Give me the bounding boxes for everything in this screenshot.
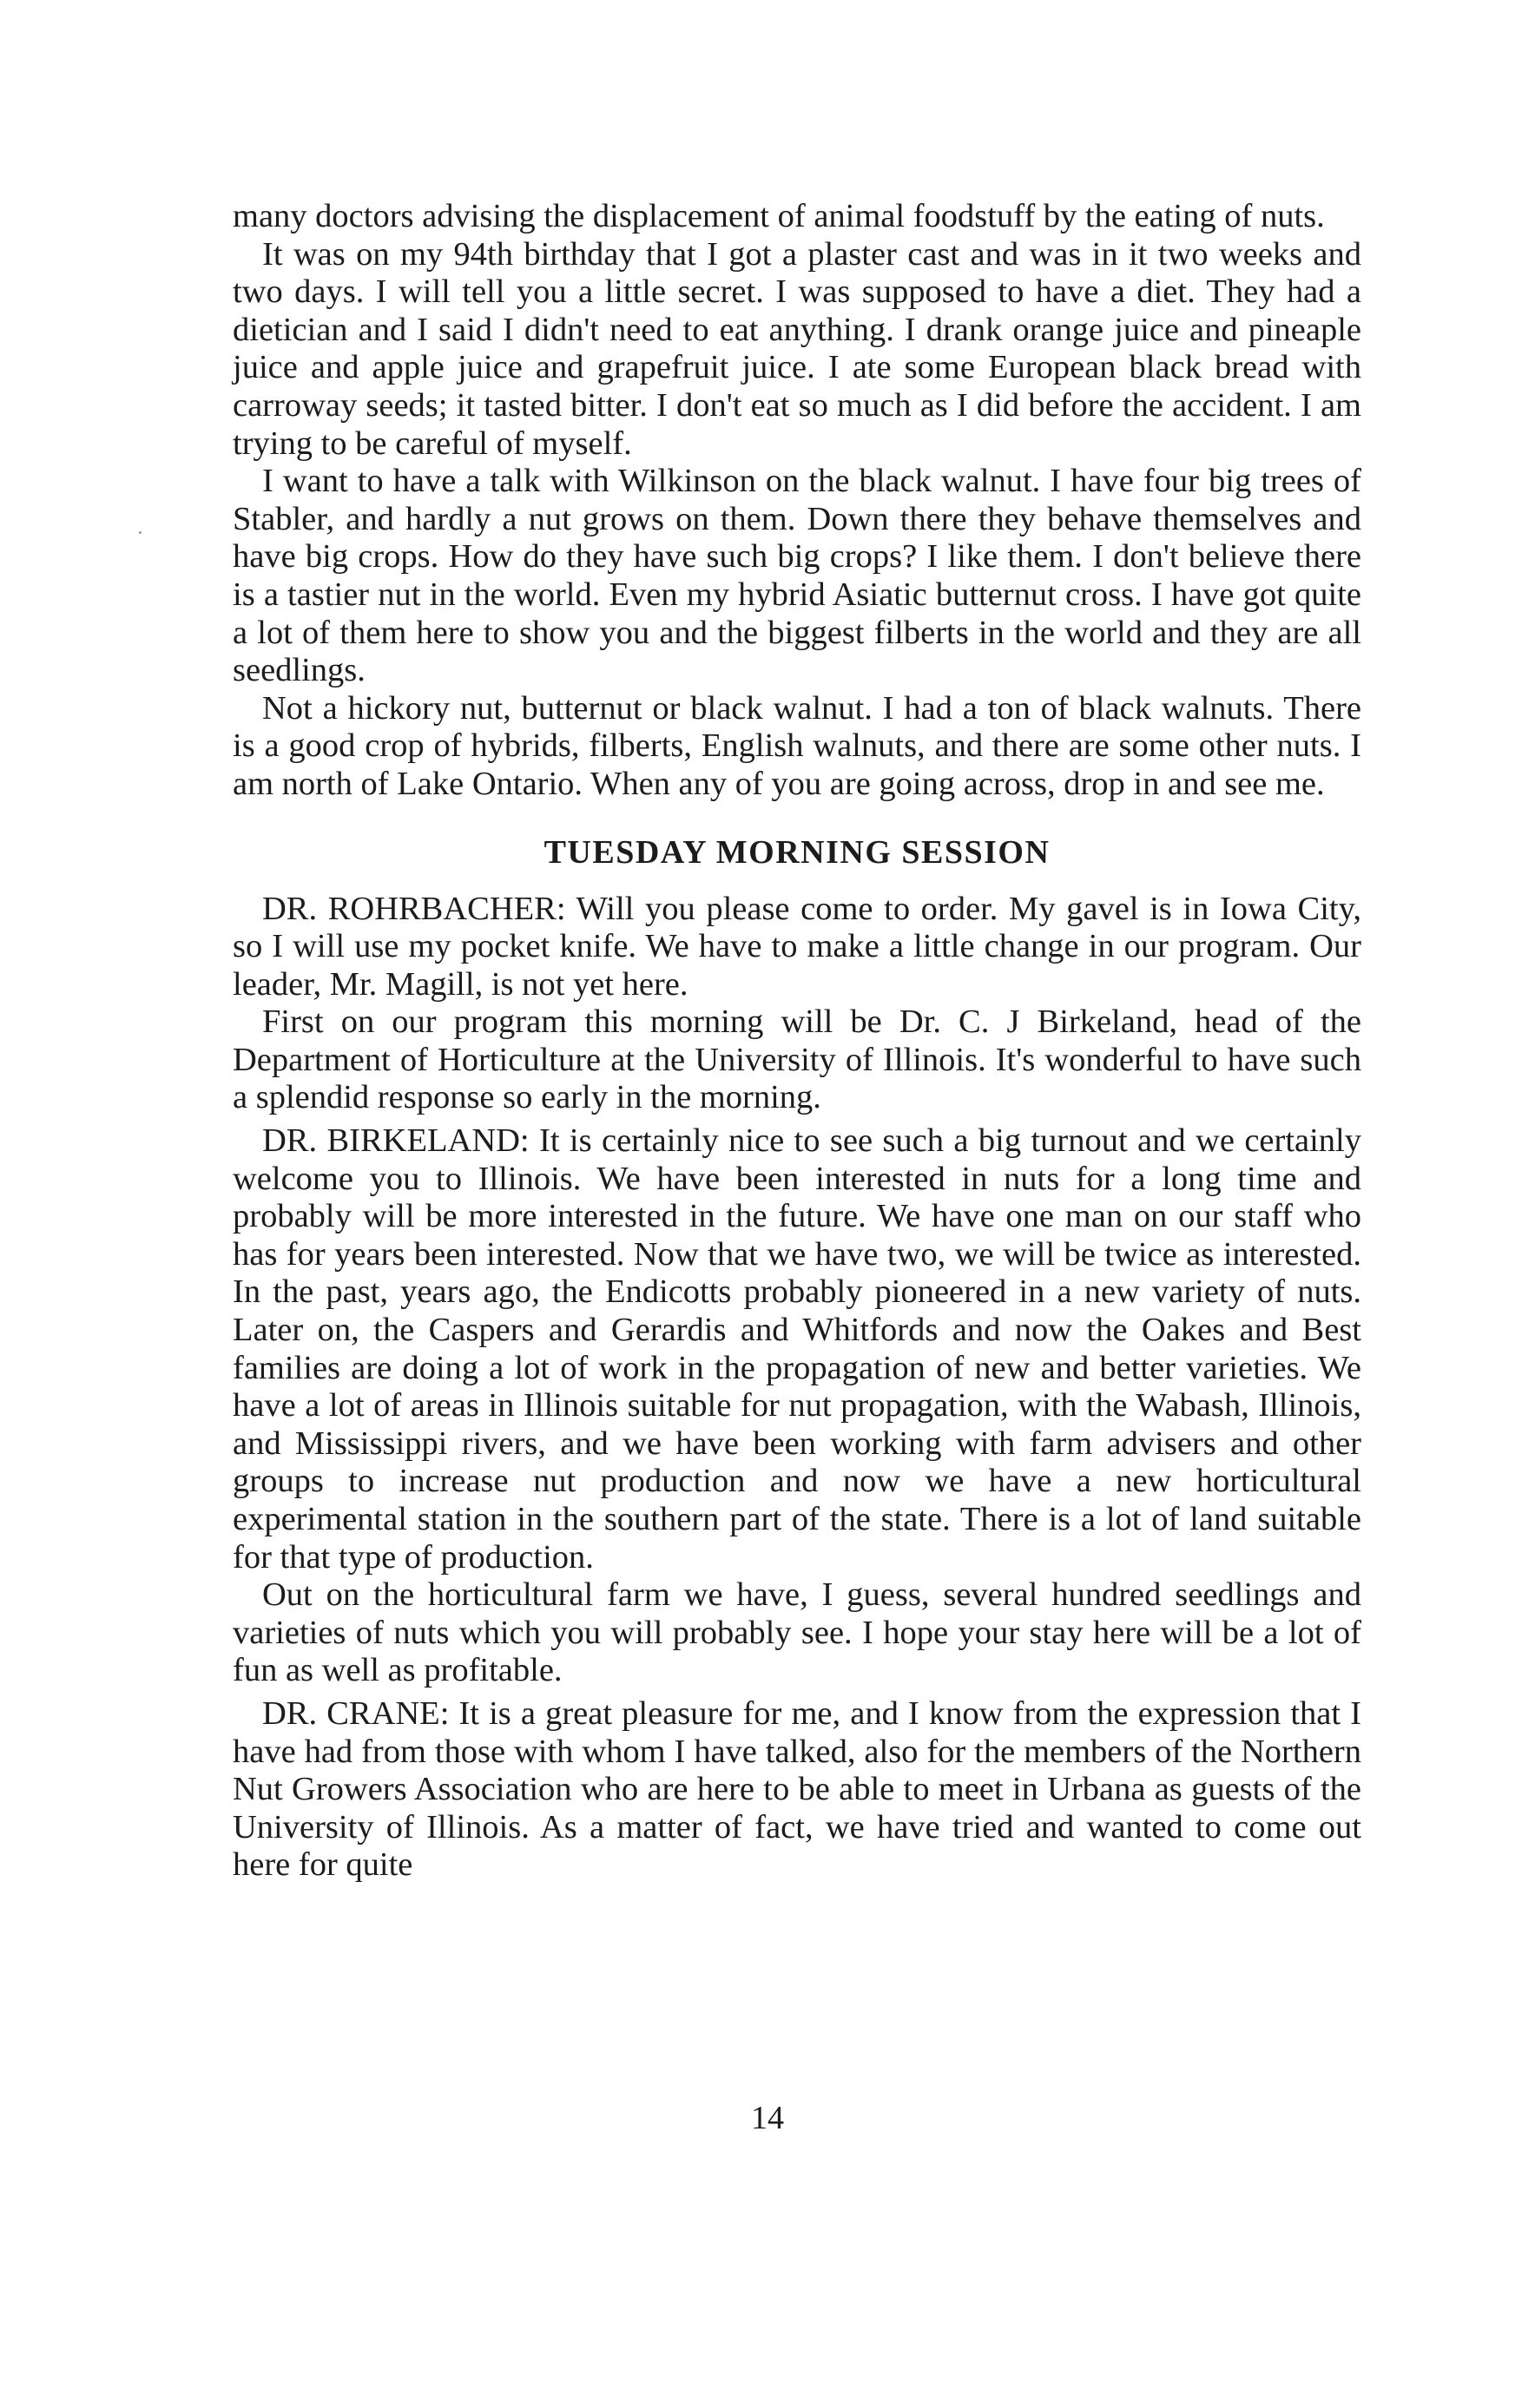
paragraph-continuation: many doctors advising the displacement of animal foodstuff by the eating of nuts. [233,198,1325,234]
scan-speck [139,531,142,534]
paragraph-crane: DR. CRANE: It is a great pleasure for me, and I know from the expression that I have had from those with whom I have talked, also for the members of the Northern Nut Growers Association who are here to be able to meet in Urbana as guests of the University of Illinois. As a matter of fact, we have tried and wanted to come out here for quite [233,1694,1361,1884]
paragraph-horticultural-farm: Out on the horticultural farm we have, I guess, several hundred seedlings and varieties of nuts which you will probably see. I hope your stay here will be a lot of fun as well as profitable. [233,1576,1361,1689]
paragraph-nut-crop: Not a hickory nut, butternut or black walnut. I had a ton of black walnuts. There is a good crop of hybrids, filberts, English walnuts, and there are some other nuts. I am north of Lake Ontario. When any of you are going across, drop in and see me. [233,689,1361,802]
text-column [233,198,1361,1885]
paragraph-program-intro: First on our program this morning will be Dr. C. J Birkeland, head of the Department of Horticulture at the University of Illinois. It's wonderful to have such a splendid response so early in the morning. [233,1003,1361,1116]
section-heading: TUESDAY MORNING SESSION [544,833,1051,871]
paragraph-black-walnut: I want to have a talk with Wilkinson on the black walnut. I have four big trees of Stabler, and hardly a nut grows on them. Down there they behave themselves and have big crops. How do they have such big crops? I like them. I don't believe there is a tastier nut in the world. Even my hybrid Asiatic butternut cross. I have got quite a lot of them here to show you and the biggest filberts in the world and they are all seedlings. [233,463,1361,689]
paragraph-birkeland: DR. BIRKELAND: It is certainly nice to see such a big turnout and we certainly welcome you to Illinois. We have been interested in nuts for a long time and probably will be more interested in the future. We have one man on our staff who has for years been interested. Now that we have two, we will be twice as interested. In the past, years ago, the Endicotts probably pioneered in a new variety of nuts. Later on, the Caspers and Gerardis and Whitfords and now the Oakes and Best families are doing a lot of work in the propagation of new and better varieties. We have a lot of areas in Illinois suitable for nut propagation, with the Wabash, Illinois, and Mississippi rivers, and we have been working with farm advisers and other groups to increase nut production and now we have a new horticultural experimental station in the southern part of the state. There is a lot of land suitable for that type of production. [233,1122,1361,1576]
paragraph-rohrbacher: DR. ROHRBACHER: Will you please come to order. My gavel is in Iowa City, so I will use my pocket knife. We have to make a little change in our program. Our leader, Mr. Magill, is not yet here. [233,890,1361,1003]
page-number: 14 [751,2100,784,2136]
paragraph-birthday: It was on my 94th birthday that I got a plaster cast and was in it two weeks and two days. I will tell you a little secret. I was supposed to have a diet. They had a dietician and I said I didn't need to eat anything. I drank orange juice and pineaple juice and apple juice and grapefruit juice. I ate some European black bread with carroway seeds; it tasted bitter. I don't eat so much as I did before the accident. I am trying to be careful of myself. [233,235,1361,462]
